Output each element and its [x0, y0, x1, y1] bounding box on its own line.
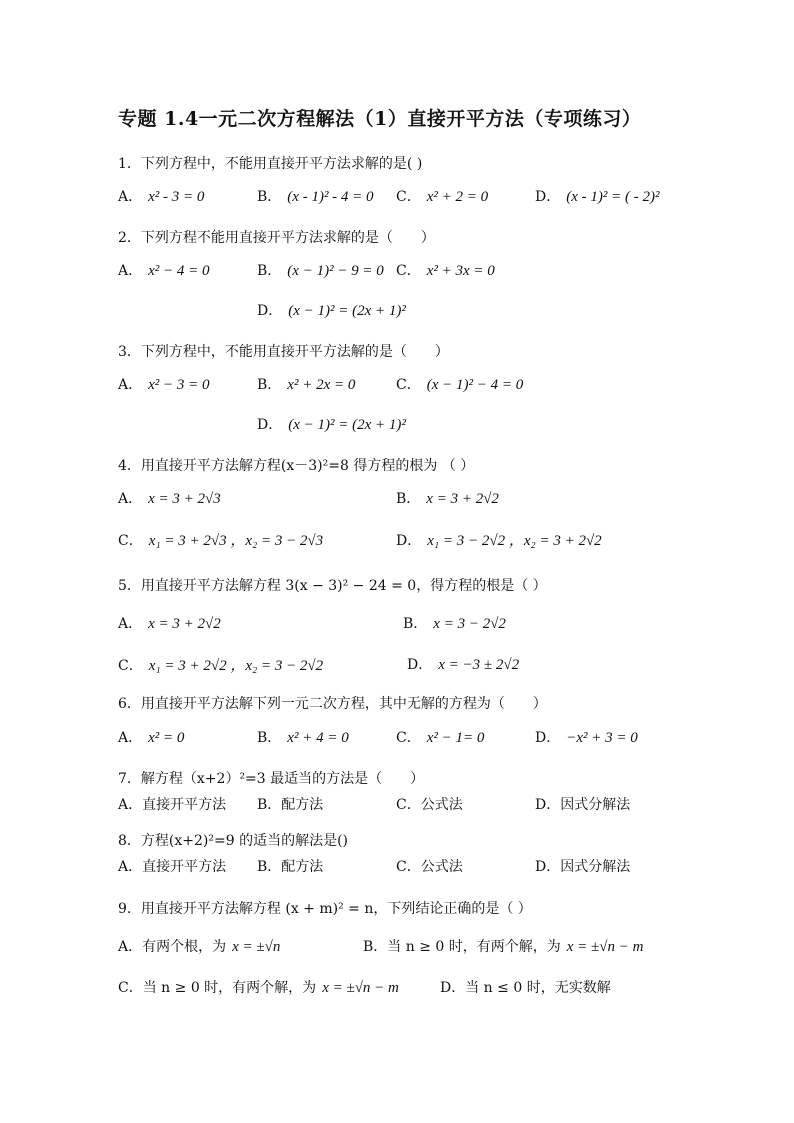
option-5-a	[118, 613, 221, 633]
option-3-c	[396, 374, 523, 394]
option-1-a	[118, 186, 204, 206]
option-1-b	[257, 186, 374, 206]
question-stem-2: 2．下列方程不能用直接开平方法求解的是（ ）	[118, 230, 435, 246]
option-label: C．	[396, 730, 421, 746]
option-formula: x² − 4 = 0	[148, 263, 210, 279]
option-text: 有两个根，为	[142, 939, 227, 955]
page-title: 专题 1.4一元二次方程解法（1）直接开平方法（专项练习）	[118, 108, 642, 130]
option-label: B．	[257, 189, 282, 205]
option-formula: x = ±√n − m	[322, 980, 399, 996]
option-text: 因式分解法	[560, 859, 631, 875]
option-8-b	[257, 856, 323, 876]
option-7-b	[257, 794, 323, 814]
option-formula: x² − 3 = 0	[148, 377, 210, 393]
option-label: D．	[257, 303, 283, 319]
option-formula: x² + 2x = 0	[287, 377, 356, 393]
option-4-b	[396, 488, 499, 508]
option-9-c	[118, 977, 399, 997]
option-5-c	[118, 654, 323, 675]
question-stem-7: 7．解方程（x+2）²=3 最适当的方法是（ ）	[118, 771, 425, 787]
option-formula: x = ±√n − m	[566, 939, 644, 955]
option-label: B．	[403, 616, 428, 632]
option-label: D．	[396, 533, 422, 549]
option-3-b	[257, 374, 355, 394]
question-stem-8: 8．方程(x+2)²=9 的适当的解法是()	[118, 833, 348, 849]
option-7-c	[396, 794, 463, 814]
option-formula: x² + 4 = 0	[287, 730, 349, 746]
option-text: 公式法	[420, 797, 463, 813]
option-formula: x = 3 + 2√3	[148, 491, 221, 507]
option-label: C．	[396, 189, 421, 205]
option-6-b	[257, 727, 349, 747]
question-stem-3: 3．下列方程中，不能用直接开平方法解的是（ ）	[118, 344, 449, 360]
option-label: B．	[257, 263, 282, 279]
option-label: C．	[396, 797, 421, 813]
option-formula: x = 3 + 2√2	[148, 616, 221, 632]
question-stem-4: 4．用直接开平方法解方程(x－3)²=8 得方程的根为 （ ）	[118, 458, 475, 474]
option-2-d	[257, 300, 406, 320]
option-label: B．	[396, 491, 421, 507]
option-9-b	[363, 936, 643, 956]
option-text: 配方法	[281, 797, 324, 813]
option-label: C．	[118, 533, 143, 549]
option-8-c	[396, 856, 463, 876]
option-formula: (x − 1)² − 9 = 0	[287, 263, 384, 279]
option-formula: (x - 1)² = ( - 2)²	[566, 189, 660, 205]
option-label: A．	[118, 939, 143, 955]
option-label: D．	[440, 980, 466, 996]
option-label: A．	[118, 797, 143, 813]
option-text: 直接开平方法	[142, 797, 227, 813]
option-8-a	[118, 856, 226, 876]
option-label: D．	[257, 417, 283, 433]
option-label: A．	[118, 189, 143, 205]
option-4-a	[118, 488, 221, 508]
option-label: D．	[535, 730, 561, 746]
option-text: 公式法	[420, 859, 463, 875]
option-label: B．	[363, 939, 388, 955]
option-2-c	[396, 260, 495, 280]
option-1-d	[535, 186, 659, 206]
option-4-c	[118, 529, 323, 550]
option-formula: (x − 1)² = (2x + 1)²	[288, 303, 406, 319]
option-label: D．	[535, 797, 561, 813]
option-formula: x² = 0	[148, 730, 185, 746]
option-formula: x² - 3 = 0	[148, 189, 205, 205]
option-9-d	[440, 977, 611, 997]
option-3-d	[257, 414, 406, 434]
option-formula: (x − 1)² − 4 = 0	[426, 377, 524, 393]
question-stem-6: 6．用直接开平方法解下列一元二次方程，其中无解的方程为（ ）	[118, 696, 547, 712]
option-7-a	[118, 794, 226, 814]
option-formula: −x² + 3 = 0	[566, 730, 638, 746]
question-stem-9: 9．用直接开平方法解方程 (x + m)² = n，下列结论正确的是（ ）	[118, 901, 532, 917]
option-6-a	[118, 727, 184, 747]
option-text: 当 n ≤ 0 时，无实数解	[465, 980, 611, 996]
option-formula: x = 3 − 2√2	[433, 616, 506, 632]
option-label: A．	[118, 730, 143, 746]
option-text: 因式分解法	[560, 797, 631, 813]
option-8-d	[535, 856, 630, 876]
option-label: C．	[396, 263, 421, 279]
option-6-d	[535, 727, 638, 747]
option-label: C．	[118, 658, 143, 674]
option-label: C．	[118, 980, 143, 996]
option-label: A．	[118, 859, 143, 875]
option-9-a	[118, 936, 280, 956]
option-formula: x₁ = 3 + 2√2 ，x₂ = 3 − 2√2	[148, 658, 324, 674]
option-label: A．	[118, 377, 143, 393]
option-label: D．	[407, 657, 433, 673]
option-label: C．	[396, 377, 421, 393]
option-label: B．	[257, 797, 282, 813]
option-label: B．	[257, 377, 282, 393]
option-text: 配方法	[281, 859, 324, 875]
option-formula: (x - 1)² - 4 = 0	[287, 189, 374, 205]
option-label: A．	[118, 491, 143, 507]
option-label: B．	[257, 859, 282, 875]
option-formula: (x − 1)² = (2x + 1)²	[288, 417, 406, 433]
option-formula: x² + 3x = 0	[426, 263, 495, 279]
option-text: 直接开平方法	[142, 859, 227, 875]
option-2-b	[257, 260, 384, 280]
option-label: D．	[535, 859, 561, 875]
option-3-a	[118, 374, 210, 394]
option-6-c	[396, 727, 484, 747]
option-formula: x = ±√n	[232, 939, 281, 955]
option-5-d	[407, 654, 519, 674]
question-stem-5: 5．用直接开平方法解方程 3(x − 3)² − 24 = 0，得方程的根是（ ）	[118, 578, 547, 594]
option-4-d	[396, 529, 602, 550]
question-stem-1: 1．下列方程中，不能用直接开平方法求解的是( )	[118, 156, 423, 172]
option-1-c	[396, 186, 488, 206]
option-5-b	[403, 613, 506, 633]
option-formula: x₁ = 3 − 2√2 ，x₂ = 3 + 2√2	[427, 533, 602, 549]
option-label: B．	[257, 730, 282, 746]
option-formula: x = −3 ± 2√2	[438, 657, 520, 673]
option-text: 当 n ≥ 0 时，有两个解，为	[142, 980, 317, 996]
option-formula: x = 3 + 2√2	[426, 491, 499, 507]
option-formula: x₁ = 3 + 2√3 ，x₂ = 3 − 2√3	[148, 533, 324, 549]
option-label: D．	[535, 189, 561, 205]
option-formula: x² − 1= 0	[426, 730, 485, 746]
option-label: A．	[118, 616, 143, 632]
option-2-a	[118, 260, 210, 280]
option-text: 当 n ≥ 0 时，有两个解，为	[387, 939, 561, 955]
option-formula: x² + 2 = 0	[426, 189, 489, 205]
option-label: A．	[118, 263, 143, 279]
option-7-d	[535, 794, 630, 814]
option-label: C．	[396, 859, 421, 875]
